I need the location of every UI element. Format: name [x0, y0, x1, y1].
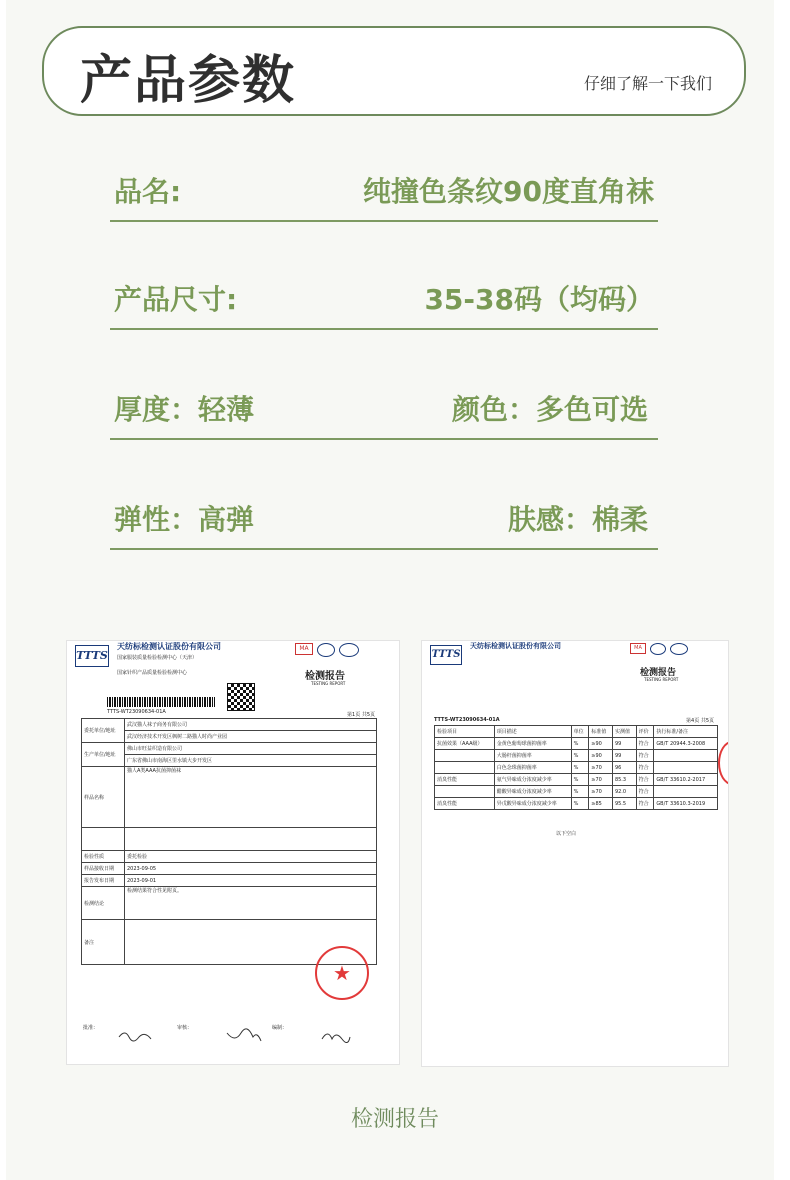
cell: 85.3 — [612, 774, 636, 786]
col-header: 项目描述 — [494, 726, 571, 738]
ilac-mark — [317, 643, 335, 657]
cell: 95.5 — [612, 798, 636, 810]
cell: 样品接收日期 — [82, 863, 125, 875]
col-header: 检验项目 — [435, 726, 495, 738]
center-name-2: 国家针织产品质量检验检测中心 — [117, 670, 188, 676]
param-thickness: 厚度：轻薄 — [114, 393, 255, 426]
param-feel: 肤感：棉柔 — [507, 503, 648, 536]
cell: 消臭性能 — [435, 774, 495, 786]
cma-mark: MA — [295, 643, 313, 655]
end-note: 以下空白 — [556, 831, 577, 837]
company-name: 天纺标检测认证股份有限公司 — [470, 642, 561, 650]
cell: 武汉猫人袜子商务有限公司 — [125, 719, 377, 731]
cma-mark: MA — [630, 643, 646, 654]
cell: % — [571, 786, 589, 798]
cell: ≥70 — [589, 762, 613, 774]
cell: 检测结果符合性见附页。 — [125, 887, 377, 920]
cell: ≥90 — [589, 738, 613, 750]
param-row-thickness-color — [110, 380, 658, 440]
col-header: 单位 — [571, 726, 589, 738]
cell: % — [571, 798, 589, 810]
test-report-page-1 — [66, 640, 400, 1065]
cell: 符合 — [636, 750, 654, 762]
cell: ≥90 — [589, 750, 613, 762]
cell: 99 — [612, 738, 636, 750]
cell — [82, 828, 125, 851]
cell: % — [571, 774, 589, 786]
cell: ≥70 — [589, 786, 613, 798]
col-header: 评价 — [636, 726, 654, 738]
results-table — [434, 725, 718, 810]
cell — [435, 750, 495, 762]
cell: 符合 — [636, 798, 654, 810]
official-seal: ★ — [315, 946, 369, 1000]
cell: 检验性质 — [82, 851, 125, 863]
report-heading-en: TESTING REPORT — [644, 677, 679, 682]
table-row — [435, 738, 718, 750]
cell: 检测结论 — [82, 887, 125, 920]
report-heading-en: TESTING REPORT — [311, 681, 346, 686]
cell: GB/T 33610.2-2017 — [654, 774, 718, 786]
sign-approve: 批准： — [83, 1025, 99, 1031]
cell: 白色念珠菌抑菌率 — [494, 762, 571, 774]
cell: % — [571, 738, 589, 750]
cell: 醋酸异味成分浓度减少率 — [494, 786, 571, 798]
cell: 异戊酸异味成分浓度减少率 — [494, 798, 571, 810]
cell: 96 — [612, 762, 636, 774]
section-title: 产品参数 — [80, 51, 297, 111]
cell: 委托单位/地址 — [82, 719, 125, 743]
report-table — [81, 718, 377, 965]
test-report-page-4 — [421, 640, 729, 1067]
report-heading: 检测报告 — [305, 671, 345, 682]
page-number: 第4页 共5页 — [686, 718, 714, 724]
cell: 佛山市旺益织造有限公司 — [125, 743, 377, 755]
cell: 抗菌效果（AAA级） — [435, 738, 495, 750]
seal-edge — [718, 741, 729, 785]
sign-compile: 编制： — [272, 1025, 288, 1031]
param-value: 纯撞色条纹90度直角袜 — [363, 175, 654, 208]
param-elasticity: 弹性：高弹 — [114, 503, 255, 536]
cell: 委托检验 — [125, 851, 377, 863]
company-name: 天纺标检测认证股份有限公司 — [117, 642, 221, 651]
cell: 报告发布日期 — [82, 875, 125, 887]
param-value: 35-38码（均码） — [424, 283, 654, 316]
section-header — [42, 26, 746, 116]
cell: 符合 — [636, 774, 654, 786]
cell: 样品名称 — [82, 767, 125, 828]
table-row — [435, 750, 718, 762]
signatures — [117, 1027, 377, 1043]
report-caption: 检测报告 — [350, 1107, 439, 1132]
cell: ≥85 — [589, 798, 613, 810]
cell: 符合 — [636, 738, 654, 750]
cnas-mark — [670, 643, 688, 655]
report-number: TTTS-WT23090634-01A — [434, 717, 500, 723]
cell: 符合 — [636, 762, 654, 774]
center-name-1: 国家服装质量检验检测中心（天津） — [117, 655, 198, 661]
cell: 广东省佛山市南海区里水镇大步开发区 — [125, 755, 377, 767]
ilac-mark — [650, 643, 666, 655]
cell — [435, 786, 495, 798]
cell — [435, 762, 495, 774]
col-header: 实测值 — [612, 726, 636, 738]
cell: 符合 — [636, 786, 654, 798]
report-heading: 检测报告 — [640, 668, 677, 678]
table-row — [435, 762, 718, 774]
param-label: 品名: — [114, 175, 182, 208]
cell: ≥70 — [589, 774, 613, 786]
cell: % — [571, 762, 589, 774]
cell: 武汉经济技术开发区枫树二路猫人时尚产业园 — [125, 731, 377, 743]
cell: 猫人A类AAA抗菌抑菌袜 — [125, 767, 377, 828]
cell: 大肠杆菌抑菌率 — [494, 750, 571, 762]
ttts-logo: TTTS — [430, 645, 462, 665]
table-row — [435, 774, 718, 786]
param-row-elasticity-feel — [110, 490, 658, 550]
cell: GB/T 20944.3-2008 — [654, 738, 718, 750]
param-row-size — [110, 270, 658, 330]
col-header: 执行标准/备注 — [654, 726, 718, 738]
param-row-name — [110, 162, 658, 222]
section-subtitle: 仔细了解一下我们 — [583, 74, 712, 93]
cell: GB/T 33610.3-2019 — [654, 798, 718, 810]
cell: 92.0 — [612, 786, 636, 798]
cell: 备注 — [82, 920, 125, 965]
cell: 2023-09-05 — [125, 863, 377, 875]
table-row — [435, 798, 718, 810]
cell: 生产单位/地址 — [82, 743, 125, 767]
param-label: 产品尺寸: — [114, 283, 238, 316]
cnas-mark — [339, 643, 359, 657]
cell: 2023-09-01 — [125, 875, 377, 887]
cell: 氨气异味成分浓度减少率 — [494, 774, 571, 786]
cell — [654, 762, 718, 774]
cell — [125, 828, 377, 851]
ttts-logo: TTTS — [75, 645, 109, 667]
cell: 消臭性能 — [435, 798, 495, 810]
table-row — [435, 786, 718, 798]
cell: 金黄色葡萄球菌抑菌率 — [494, 738, 571, 750]
cell — [654, 786, 718, 798]
qr-code — [227, 683, 255, 711]
col-header: 标准值 — [589, 726, 613, 738]
barcode — [107, 697, 215, 707]
param-color: 颜色：多色可选 — [451, 393, 648, 426]
cell — [654, 750, 718, 762]
page-number: 第1页 共5页 — [347, 712, 375, 718]
cell: 99 — [612, 750, 636, 762]
report-number: TTTS-WT23090634-01A — [107, 709, 166, 715]
cell: % — [571, 750, 589, 762]
sign-review: 审核： — [177, 1025, 193, 1031]
